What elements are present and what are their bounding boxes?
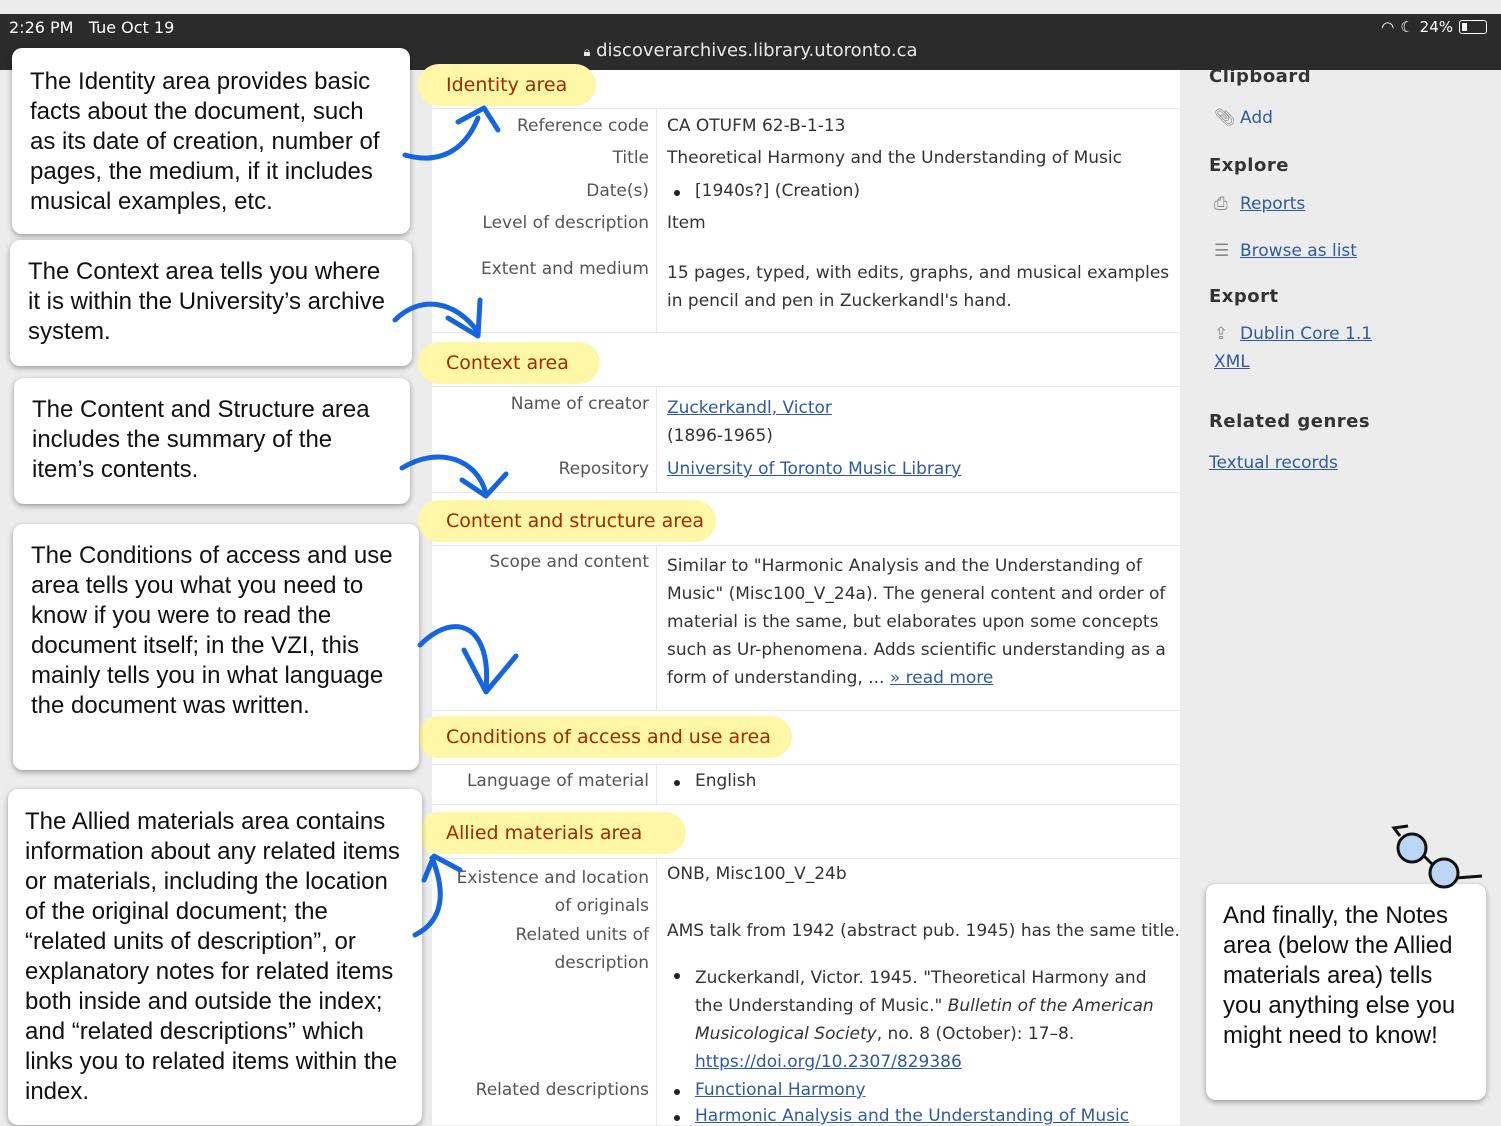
- creator-dates: (1896-1965): [667, 426, 773, 446]
- creator-link[interactable]: Zuckerkandl, Victor: [667, 398, 832, 418]
- language-value: English: [667, 771, 756, 791]
- wifi-icon: ◠: [1381, 18, 1395, 36]
- callout-notes: And finally, the Notes area (below the Allied materials area) tells you anything else you might need to know!: [1206, 884, 1486, 1100]
- sidebar-heading-genres: Related genres: [1209, 411, 1371, 432]
- section-header-identity: Identity area: [418, 64, 596, 106]
- callout-identity: The Identity area provides basic facts about the document, such as its date of creation, number of pages, the medium, if it includes musical examples, etc.: [12, 48, 410, 234]
- field-label: Related descriptions: [475, 1080, 649, 1100]
- field-value: Item: [667, 213, 706, 233]
- moon-icon: ☾: [1400, 18, 1414, 36]
- citation-text: Zuckerkandl, Victor. 1945. "Theoretical Harmony and the Understanding of Music.": [695, 968, 1147, 1016]
- arrow-context: [395, 300, 480, 336]
- field-label: Level of description: [482, 213, 649, 233]
- callout-context: The Context area tells you where it is within the University’s archive system.: [10, 240, 412, 366]
- field-value: CA OTUFM 62-B-1-13: [667, 116, 846, 136]
- arrow-conditions: [420, 627, 516, 692]
- field-value: 15 pages, typed, with edits, graphs, and musical examples in pencil and pen in Zuckerkandl's hand.: [667, 263, 1170, 311]
- list-icon: ☰: [1214, 241, 1230, 261]
- paperclip-icon: 📎︎: [1214, 108, 1236, 128]
- field-value: ONB, Misc100_V_24b: [667, 864, 847, 884]
- citation-journal: Bulletin of the American Musicological Society: [695, 996, 1154, 1044]
- scope-text: Similar to "Harmonic Analysis and the Understanding of Music" (Misc100_V_24a). The general content and order of material is the same, but elaborates upon some concepts such as Ur-phenomena. Adds scientific understanding as a form of understanding, ...: [667, 556, 1166, 688]
- field-value: Theoretical Harmony and the Understanding of Music: [667, 148, 1122, 168]
- field-label: Language of material: [466, 771, 649, 791]
- field-label: Existence and location of originals: [456, 868, 649, 916]
- dublin-core-link[interactable]: Dublin Core 1.1: [1240, 324, 1373, 344]
- address-bar[interactable]: 🔒︎ discoverarchives.library.utoronto.ca: [583, 40, 918, 61]
- upload-icon: ⇪: [1214, 324, 1229, 344]
- browse-link[interactable]: Browse as list: [1240, 241, 1357, 261]
- reports-link[interactable]: Reports: [1240, 194, 1306, 214]
- field-label: Scope and content: [489, 552, 649, 572]
- field-label: Date(s): [586, 181, 649, 201]
- callout-allied: The Allied materials area contains information about any related items or materials, including the location of the original document; the “related units of description”, or explanatory notes for related items both inside and outside the index; and “related descriptions” which links you to related items within the index.: [8, 789, 422, 1125]
- lock-icon: 🔒︎: [583, 45, 591, 60]
- related-desc-link[interactable]: Harmonic Analysis and the Understanding of Music: [695, 1106, 1130, 1126]
- section-header-content: Content and structure area: [418, 500, 716, 542]
- doi-link[interactable]: https://doi.org/10.2307/829386: [695, 1052, 962, 1072]
- arrow-allied: [415, 856, 460, 935]
- textual-records-link[interactable]: Textual records: [1209, 453, 1338, 473]
- section-header-context: Context area: [418, 342, 600, 384]
- printer-icon: ⎙: [1214, 194, 1228, 214]
- field-label: Related units of description: [515, 925, 649, 973]
- clipboard-add[interactable]: 📎︎ Add: [1214, 108, 1273, 128]
- sidebar-heading-export: Export: [1209, 286, 1279, 307]
- field-label: Title: [612, 148, 649, 168]
- field-label: Reference code: [516, 116, 649, 136]
- read-more-link[interactable]: » read more: [889, 668, 994, 688]
- sidebar-heading-explore: Explore: [1209, 155, 1289, 176]
- callout-conditions: The Conditions of access and use area tells you what you need to know if you were to read the document itself; in the VZI, this mainly tells you in what language the document was written.: [13, 524, 419, 770]
- glasses-icon: [1394, 826, 1482, 887]
- field-value: AMS talk from 1942 (abstract pub. 1945) has the same title.: [667, 921, 1180, 941]
- citation-end: , no. 8 (October): 17–8.: [876, 1024, 1075, 1044]
- repository-link[interactable]: University of Toronto Music Library: [667, 459, 962, 479]
- sidebar-heading-clipboard: Clipboard: [1209, 66, 1312, 87]
- section-header-conditions: Conditions of access and use area: [418, 716, 792, 758]
- field-label: Extent and medium: [480, 259, 649, 279]
- field-label: Name of creator: [510, 394, 649, 414]
- arrow-content: [402, 457, 506, 496]
- field-label: Repository: [558, 459, 649, 479]
- battery-percent: 24%: [1419, 18, 1453, 36]
- callout-content: The Content and Structure area includes the summary of the item’s contents.: [14, 378, 410, 504]
- section-header-allied: Allied materials area: [418, 812, 686, 854]
- xml-link[interactable]: XML: [1214, 352, 1250, 372]
- field-value: [1940s?] (Creation): [667, 181, 860, 201]
- arrow-identity: [405, 108, 498, 158]
- related-desc-link[interactable]: Functional Harmony: [695, 1080, 866, 1100]
- status-time: 2:26 PM Tue Oct 19: [9, 18, 175, 37]
